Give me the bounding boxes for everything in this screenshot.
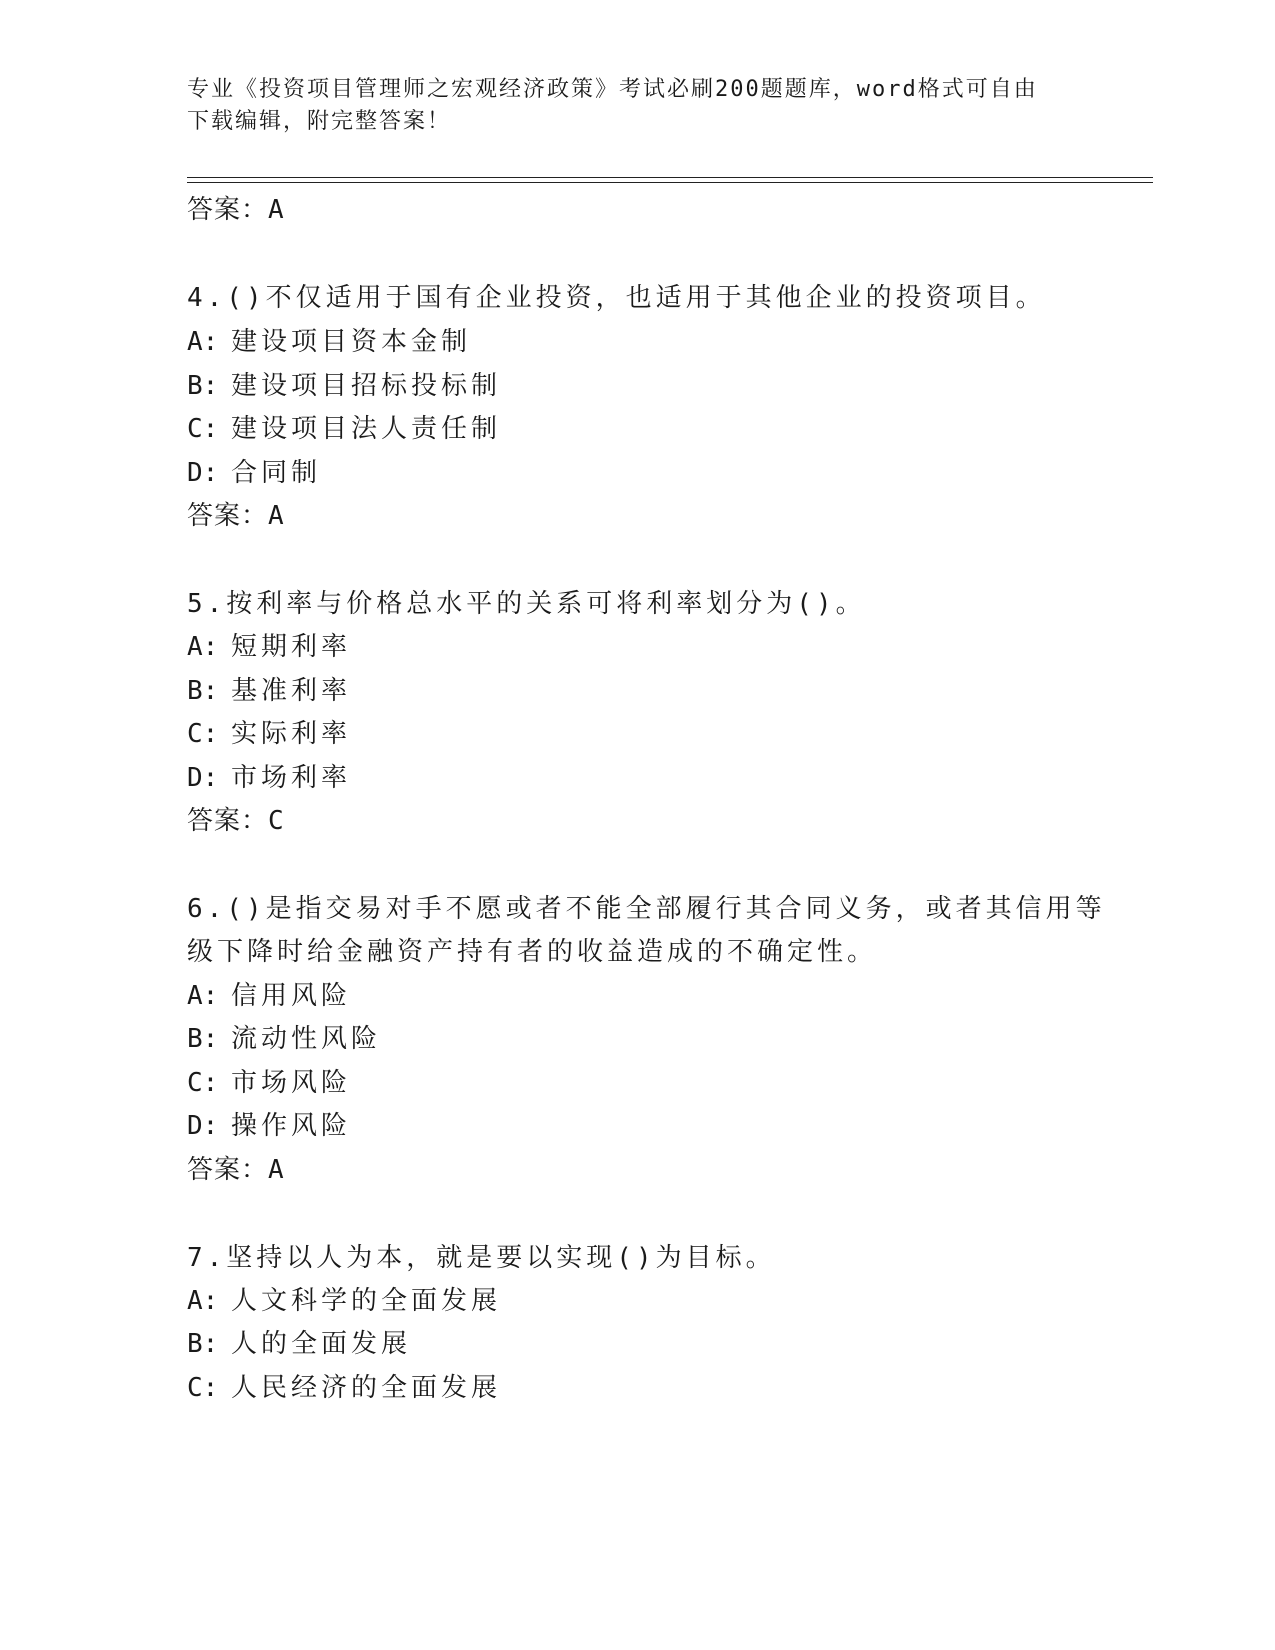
option-label: B: — [187, 371, 219, 401]
option-text: 建设项目法人责任制 — [231, 414, 502, 444]
question-7-option-b — [187, 1327, 411, 1361]
option-label: C: — [187, 414, 219, 444]
question-6-stem-line-1: 6.()是指交易对手不愿或者不能全部履行其合同义务，或者其信用等 — [187, 894, 1106, 924]
option-text: 市场风险 — [231, 1068, 352, 1098]
question-4-stem: 4.()不仅适用于国有企业投资，也适用于其他企业的投资项目。 — [187, 283, 1046, 313]
question-6-option-b — [187, 1022, 381, 1056]
option-label: B: — [187, 1024, 219, 1054]
option-text: 建设项目资本金制 — [231, 327, 472, 357]
question-6-option-d — [187, 1109, 351, 1143]
option-text: 合同制 — [231, 458, 322, 488]
option-text: 市场利率 — [231, 763, 352, 793]
question-7-option-a — [187, 1284, 501, 1318]
option-text: 操作风险 — [231, 1111, 352, 1141]
option-text: 流动性风险 — [231, 1024, 382, 1054]
question-5-stem: 5.按利率与价格总水平的关系可将利率划分为()。 — [187, 589, 866, 619]
document-header — [187, 74, 1087, 138]
previous-answer: 答案：A — [187, 195, 285, 225]
header-line-1: 专业《投资项目管理师之宏观经济政策》考试必刷200题题库，word格式可自由 — [187, 77, 1038, 102]
question-6-stem-line-2: 级下降时给金融资产持有者的收益造成的不确定性。 — [187, 937, 878, 967]
question-7-stem: 7.坚持以人为本，就是要以实现()为目标。 — [187, 1243, 776, 1273]
question-4-option-a — [187, 325, 471, 359]
header-divider-top — [187, 177, 1153, 178]
option-text: 人文科学的全面发展 — [231, 1286, 502, 1316]
option-label: D: — [187, 763, 219, 793]
option-text: 基准利率 — [231, 676, 352, 706]
option-label: A: — [187, 632, 219, 662]
option-text: 信用风险 — [231, 981, 352, 1011]
option-text: 人的全面发展 — [231, 1329, 412, 1359]
option-label: B: — [187, 676, 219, 706]
option-text: 短期利率 — [231, 632, 352, 662]
option-text: 人民经济的全面发展 — [231, 1373, 502, 1403]
header-divider-bottom — [187, 182, 1153, 183]
question-5-answer: 答案：C — [187, 806, 285, 836]
question-4-answer: 答案：A — [187, 501, 285, 531]
option-label: D: — [187, 1111, 219, 1141]
question-6-option-c — [187, 1066, 351, 1100]
question-6-option-a — [187, 979, 351, 1013]
option-text: 建设项目招标投标制 — [231, 371, 502, 401]
option-text: 实际利率 — [231, 719, 352, 749]
option-label: A: — [187, 327, 219, 357]
option-label: C: — [187, 1068, 219, 1098]
question-6-answer: 答案：A — [187, 1155, 285, 1185]
option-label: A: — [187, 1286, 219, 1316]
question-5-option-d — [187, 761, 351, 795]
question-4-option-c — [187, 412, 501, 446]
option-label: B: — [187, 1329, 219, 1359]
question-5-option-c — [187, 717, 351, 751]
question-7-option-c — [187, 1371, 501, 1405]
option-label: C: — [187, 719, 219, 749]
question-4-option-b — [187, 369, 501, 403]
question-4-option-d — [187, 456, 321, 490]
option-label: C: — [187, 1373, 219, 1403]
option-label: A: — [187, 981, 219, 1011]
question-5-option-a — [187, 630, 351, 664]
option-label: D: — [187, 458, 219, 488]
question-5-option-b — [187, 674, 351, 708]
header-line-2: 下载编辑，附完整答案！ — [187, 109, 452, 134]
